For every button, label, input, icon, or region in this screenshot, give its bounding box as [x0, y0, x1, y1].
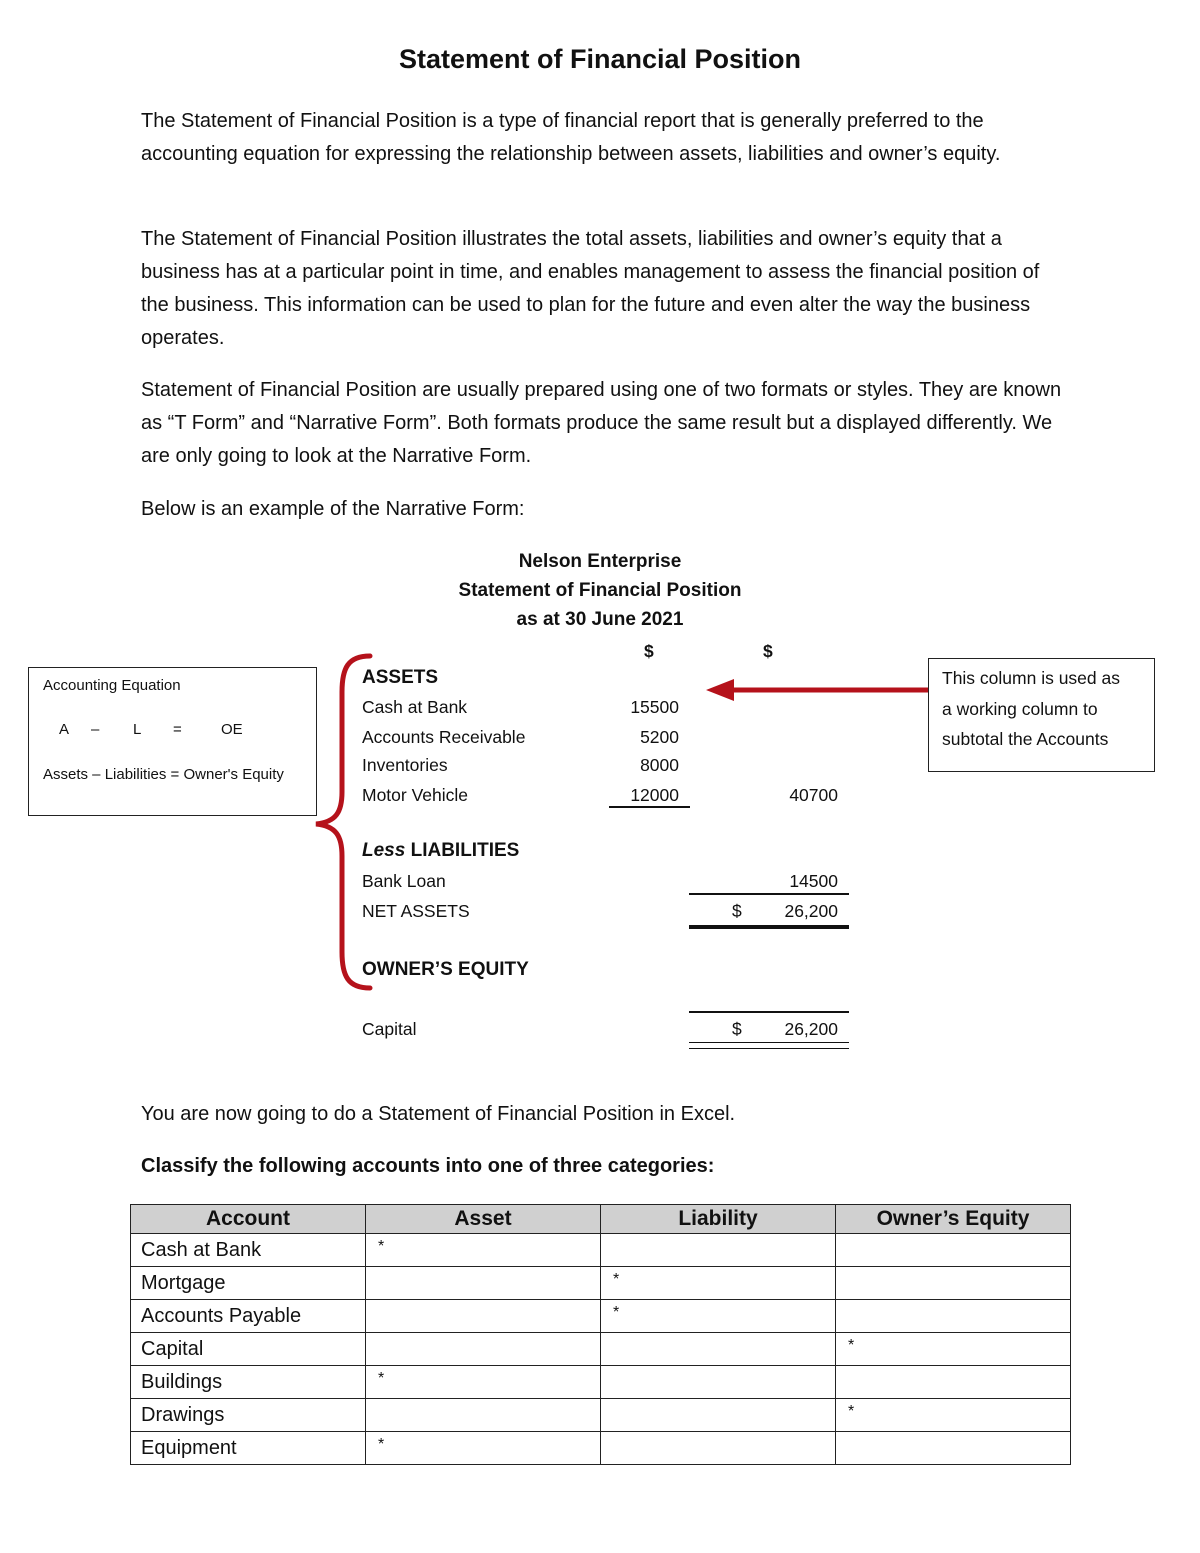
account-cell: Cash at Bank [131, 1234, 366, 1267]
liability-underline [689, 893, 849, 895]
table-row [131, 1366, 1071, 1399]
column-header: Owner’s Equity [836, 1205, 1071, 1234]
net-assets-thick-underline [689, 925, 849, 929]
table-row [131, 1399, 1071, 1432]
formats-paragraph: Statement of Financial Position are usually prepared using one of two formats or styles. They are known as “T Form” and “Narrative Form”. Both formats produce the same result but a displayed differently. We are only going to look at the Narrative Form. [141, 379, 1062, 467]
liability-cell[interactable] [601, 1333, 836, 1366]
capital-top-line [689, 1011, 849, 1013]
net-assets-label: NET ASSETS [362, 901, 470, 921]
page-title: Statement of Financial Position [398, 44, 802, 74]
table-row [131, 1300, 1071, 1333]
asset-cell[interactable]: * [366, 1366, 601, 1399]
table-row [131, 1333, 1071, 1366]
asset-cell[interactable] [366, 1333, 601, 1366]
asset-cell[interactable]: * [366, 1234, 601, 1267]
liability-cell[interactable]: * [601, 1267, 836, 1300]
column-header: Asset [366, 1205, 601, 1234]
liability-cell[interactable] [601, 1234, 836, 1267]
asset-label: Cash at Bank [362, 697, 468, 717]
capital-currency: $ [732, 1019, 742, 1039]
less-word: Less [362, 840, 406, 861]
table-row [131, 1234, 1071, 1267]
example-intro-paragraph: Below is an example of the Narrative Form: [141, 498, 525, 520]
description-paragraph: The Statement of Financial Position illustrates the total assets, liabilities and owner’s equity that a business has at a particular point in time, and enables management to assess the financial position of the business. This information can be used to plan for the future and even alter the way the business operates. [141, 228, 1040, 349]
account-cell: Accounts Payable [131, 1300, 366, 1333]
equity-cell[interactable] [836, 1234, 1071, 1267]
liabilities-word: LIABILITIES [410, 840, 520, 861]
asset-amount: 8000 [640, 755, 679, 775]
asset-cell[interactable] [366, 1399, 601, 1432]
column-1-header: $ [644, 641, 654, 661]
asset-label: Motor Vehicle [362, 785, 469, 805]
net-assets-value: 26,200 [784, 901, 838, 921]
liability-amount: 14500 [789, 871, 838, 891]
account-cell: Drawings [131, 1399, 366, 1432]
capital-double-underline [689, 1042, 849, 1049]
account-cell: Buildings [131, 1366, 366, 1399]
working-column-note-box [928, 658, 1155, 772]
note-line: a working column to [942, 699, 1098, 719]
liability-cell[interactable] [601, 1366, 836, 1399]
liabilities-heading [362, 840, 519, 862]
equity-cell[interactable] [836, 1366, 1071, 1399]
equation-symbol: A [59, 721, 70, 738]
equation-symbol: L [133, 721, 142, 738]
asset-amount: 12000 [630, 785, 679, 805]
column-2-header: $ [763, 641, 773, 661]
account-cell: Equipment [131, 1432, 366, 1465]
capital-label: Capital [362, 1019, 417, 1039]
note-line: subtotal the Accounts [942, 729, 1109, 749]
classify-heading: Classify the following accounts into one of three categories: [141, 1155, 715, 1177]
asset-label: Accounts Receivable [362, 727, 526, 747]
company-name: Nelson Enterprise [518, 551, 682, 572]
equation-symbol: – [91, 721, 100, 738]
asset-cell[interactable] [366, 1267, 601, 1300]
equation-box-title: Accounting Equation [43, 677, 181, 694]
assets-total: 40700 [789, 785, 838, 805]
red-arrow-icon [704, 676, 930, 704]
liability-cell[interactable] [601, 1432, 836, 1465]
liability-cell[interactable] [601, 1399, 836, 1432]
asset-cell[interactable] [366, 1300, 601, 1333]
equity-heading: OWNER’S EQUITY [362, 959, 529, 980]
table-row [131, 1432, 1071, 1465]
table-header-row [131, 1205, 1071, 1234]
asset-amount: 5200 [640, 727, 679, 747]
subtotal-underline [609, 806, 690, 808]
note-line: This column is used as [942, 668, 1120, 688]
accounting-equation-box [28, 667, 317, 816]
liability-label: Bank Loan [362, 871, 446, 891]
capital-value: 26,200 [784, 1019, 838, 1039]
equity-cell[interactable] [836, 1267, 1071, 1300]
equation-full-text: Assets – Liabilities = Owner's Equity [43, 766, 284, 783]
statement-date: as at 30 June 2021 [516, 609, 684, 630]
intro-paragraph: The Statement of Financial Position is a type of financial report that is generally preferred to the accounting equation for expressing the relationship between assets, liabilities and owner’s equity. [141, 110, 1001, 165]
liability-cell[interactable]: * [601, 1300, 836, 1333]
table-row [131, 1267, 1071, 1300]
equation-symbol: OE [221, 721, 243, 738]
assets-heading: ASSETS [362, 667, 439, 688]
classification-table [130, 1204, 1071, 1465]
column-header: Account [131, 1205, 366, 1234]
equation-symbol: = [173, 721, 182, 738]
net-assets-currency: $ [732, 901, 742, 921]
asset-cell[interactable]: * [366, 1432, 601, 1465]
equity-cell[interactable]: * [836, 1333, 1071, 1366]
curly-brace-annotation [308, 652, 378, 992]
account-cell: Capital [131, 1333, 366, 1366]
excel-intro-paragraph: You are now going to do a Statement of Financial Position in Excel. [141, 1103, 736, 1125]
equity-cell[interactable]: * [836, 1399, 1071, 1432]
equity-cell[interactable] [836, 1300, 1071, 1333]
statement-title: Statement of Financial Position [458, 580, 742, 601]
asset-amount: 15500 [630, 697, 679, 717]
equity-cell[interactable] [836, 1432, 1071, 1465]
column-header: Liability [601, 1205, 836, 1234]
asset-label: Inventories [362, 755, 448, 775]
account-cell: Mortgage [131, 1267, 366, 1300]
